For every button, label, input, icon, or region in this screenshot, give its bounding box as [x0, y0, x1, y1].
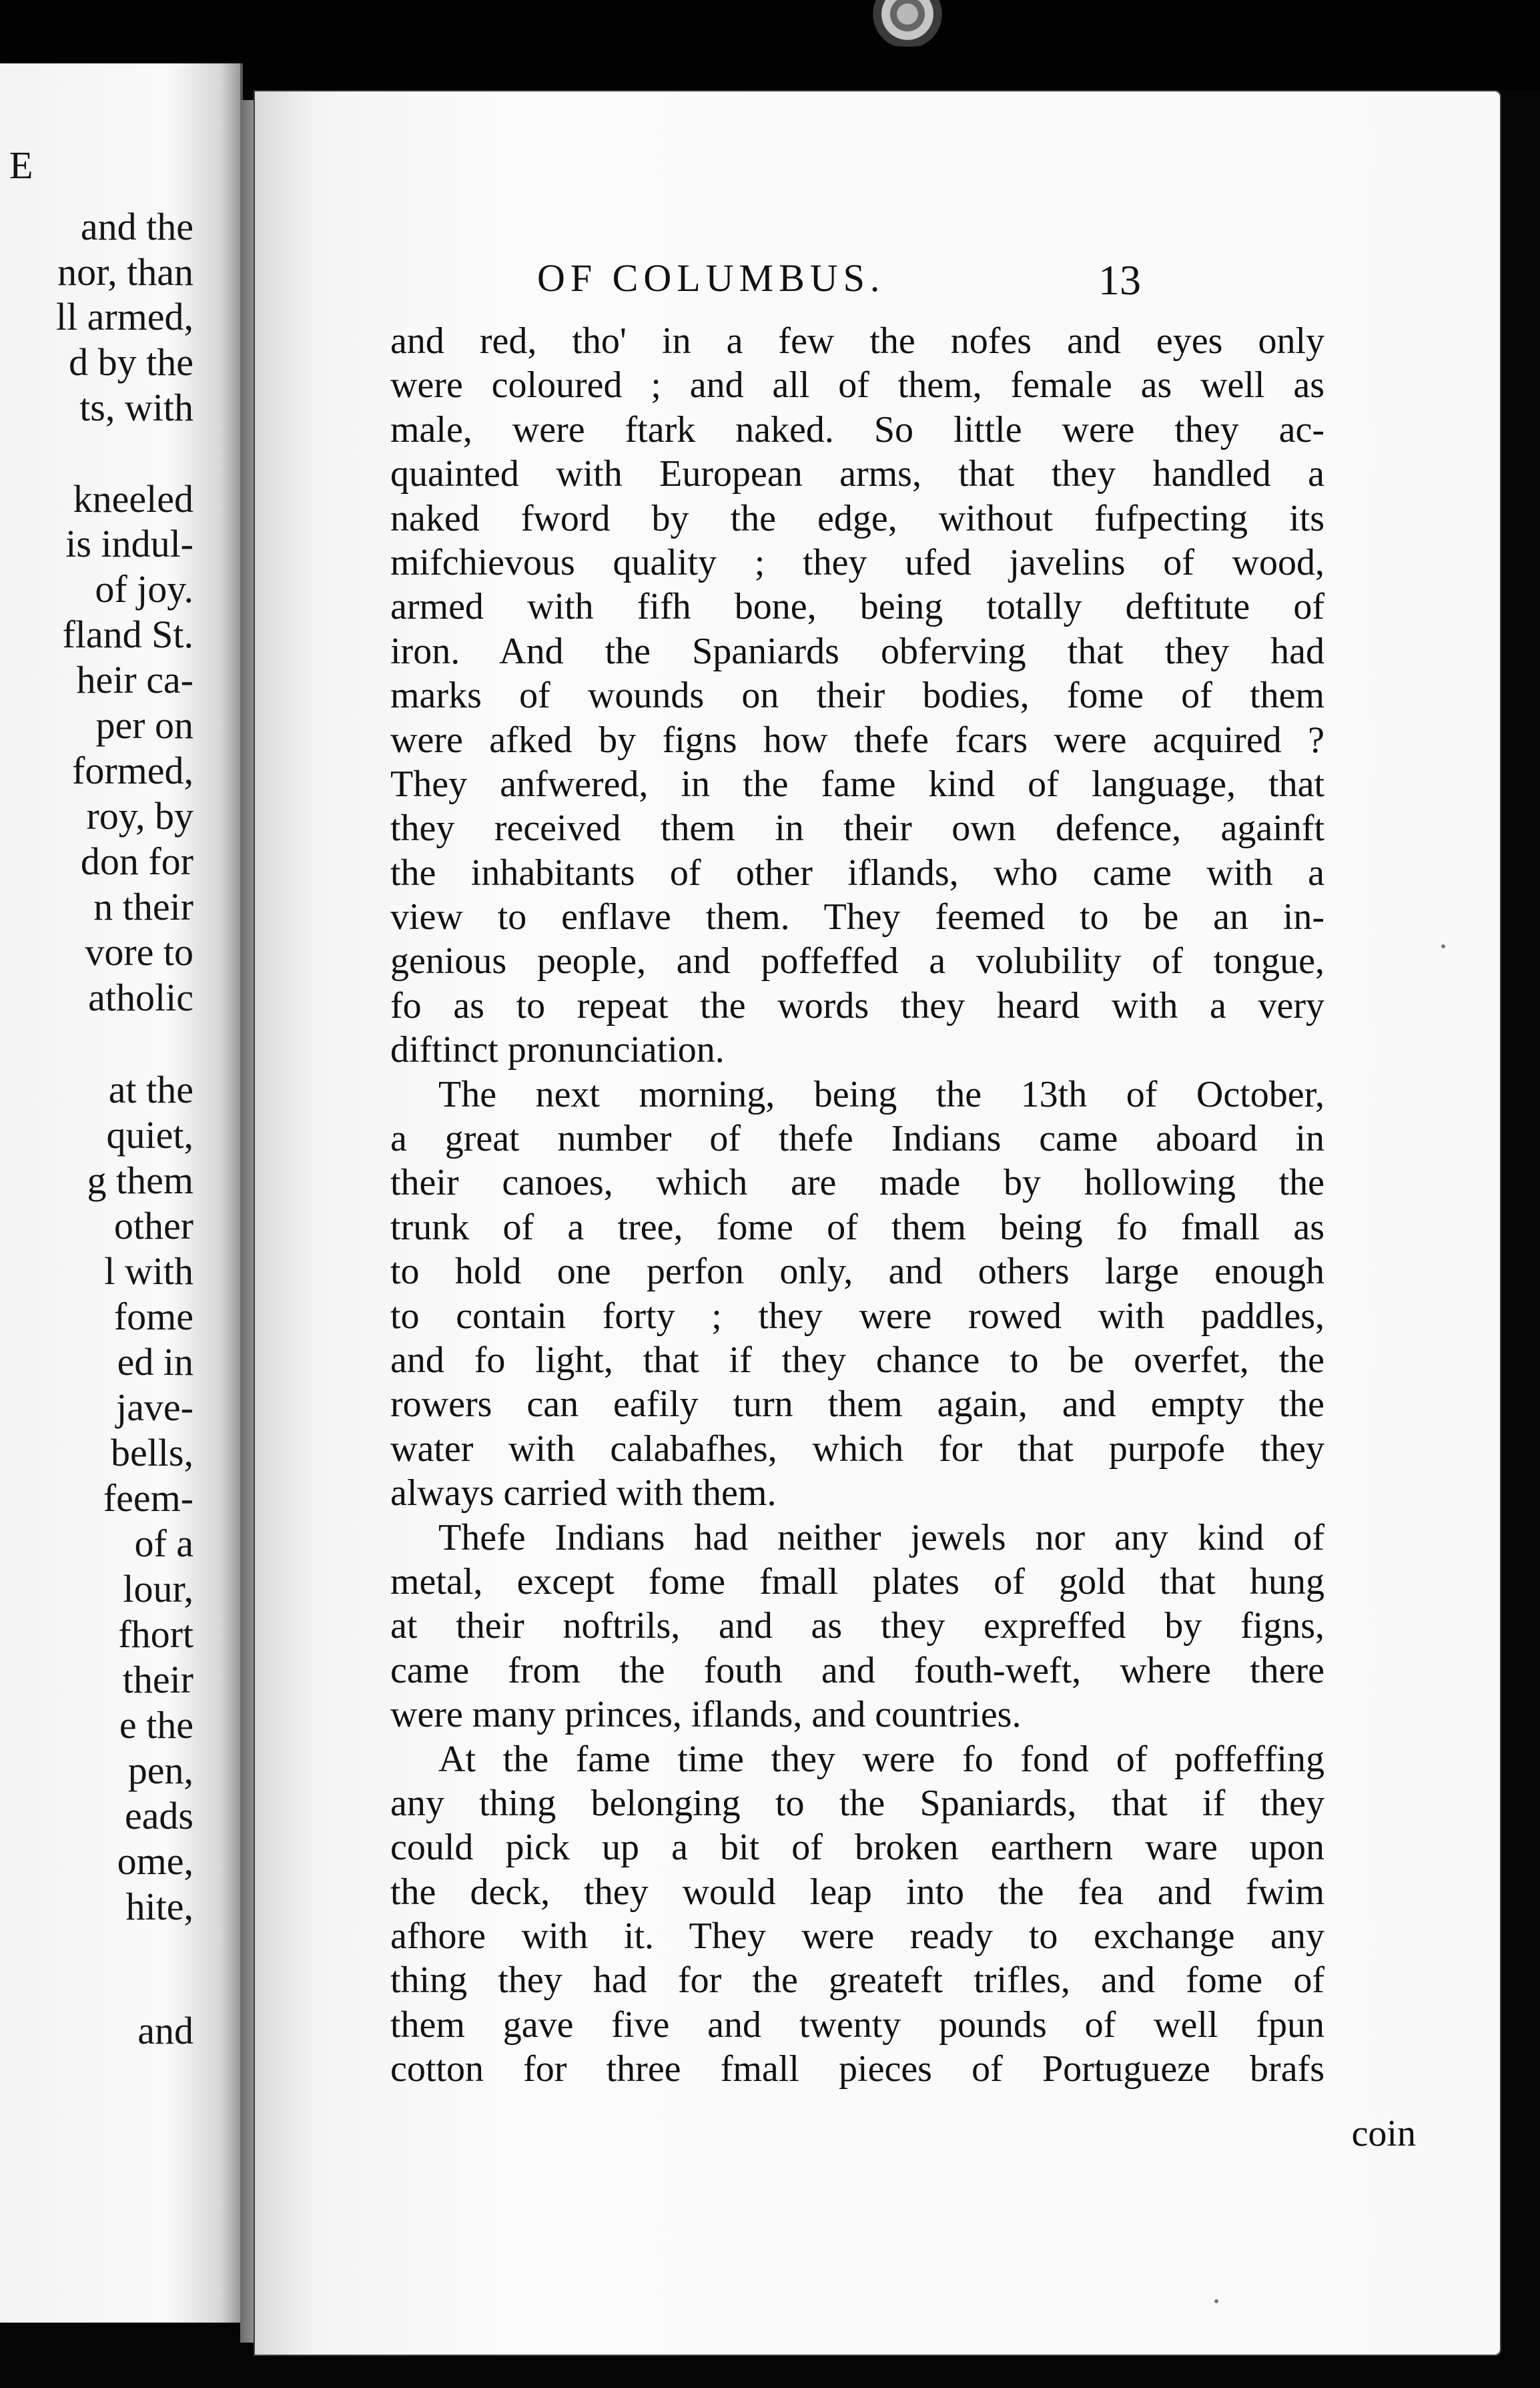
text-line: at their noftrils, and as they expreffed by figns, — [390, 1605, 1324, 1647]
text-line: At the fame time they were fo fond of poffeffing — [438, 1738, 1324, 1780]
left-page-line: per on — [95, 703, 194, 747]
text-line: the inhabitants of other iflands, who came with a — [390, 852, 1324, 894]
text-line: marks of wounds on their bodies, fome of them — [390, 675, 1324, 717]
text-line: armed with fifh bone, being totally deftitute of — [390, 586, 1324, 628]
left-page-line: and the — [80, 205, 194, 248]
left-page-line: nor, than — [57, 250, 194, 294]
text-line: genious people, and poffeffed a volubility of tongue, — [390, 940, 1324, 982]
paper-speck — [1214, 2299, 1218, 2303]
left-page-line: don for — [80, 840, 194, 883]
left-page-line: formed, — [72, 749, 194, 792]
text-line: male, were ftark naked. So little were they ac- — [390, 408, 1324, 451]
left-page-line: d by the — [69, 340, 194, 384]
left-page-line: other — [113, 1204, 194, 1247]
text-line: naked fword by the edge, without fufpecting its — [390, 497, 1324, 539]
left-page-line: atholic — [88, 976, 194, 1019]
text-line: fo as to repeat the words they heard with a very — [390, 984, 1324, 1026]
text-line: any thing belonging to the Spaniards, that if they — [390, 1782, 1324, 1824]
left-page-line: g them — [87, 1159, 194, 1202]
left-page-line: ed in — [117, 1340, 194, 1384]
left-page-line: kneeled — [73, 477, 194, 521]
body-text — [390, 319, 1324, 2092]
text-line: were afked by figns how thefe fcars were acquired ? — [390, 719, 1324, 761]
left-page-line: hite, — [125, 1885, 194, 1928]
text-line: diftinct pronunciation. — [390, 1029, 725, 1071]
left-page-line: fome — [113, 1295, 194, 1338]
left-page-line: ts, with — [79, 386, 194, 429]
text-line: their canoes, which are made by hollowing the — [390, 1162, 1324, 1204]
text-line: came from the fouth and fouth-weft, where there — [390, 1649, 1324, 1691]
left-page-line: quiet, — [106, 1113, 194, 1157]
text-line: and red, tho' in a few the nofes and eyes only — [390, 320, 1324, 362]
text-line: The next morning, being the 13th of October, — [438, 1073, 1324, 1115]
binding-ornament — [861, 0, 954, 47]
left-page-line: ll armed, — [55, 295, 194, 338]
left-page-line: of a — [134, 1522, 194, 1565]
left-page-fragment — [0, 63, 243, 2323]
text-line: were many princes, iflands, and countries. — [390, 1694, 1022, 1736]
text-line: to hold one perfon only, and others large enough — [390, 1251, 1324, 1293]
left-page-line: vore to — [85, 930, 194, 974]
text-line: thing they had for the greateft trifles, and fome of — [390, 1960, 1324, 2002]
text-line: cotton for three fmall pieces of Portugueze brafs — [390, 2048, 1324, 2090]
text-line: afhore with it. They were ready to exchange any — [390, 1915, 1324, 1958]
left-page-line: heir ca- — [76, 658, 194, 701]
text-line: the deck, they would leap into the fea and fwim — [390, 1871, 1324, 1913]
paper-speck — [1441, 944, 1445, 948]
left-page-line: eads — [124, 1794, 194, 1837]
left-page-line: e the — [119, 1703, 194, 1747]
left-page-line: at the — [108, 1068, 194, 1111]
running-head: OF COLUMBUS. — [537, 256, 885, 300]
text-line: to contain forty ; they were rowed with paddles, — [390, 1295, 1324, 1337]
text-line: They anfwered, in the fame kind of language, that — [390, 763, 1324, 805]
left-page-line: fland St. — [62, 613, 194, 656]
text-line: and fo light, that if they chance to be overfet, the — [390, 1339, 1324, 1381]
left-page-line: their — [122, 1658, 194, 1701]
page-header — [254, 256, 1141, 316]
text-line: mifchievous quality ; they ufed javelins of wood, — [390, 541, 1324, 583]
text-line: Thefe Indians had neither jewels nor any kind of — [438, 1516, 1324, 1558]
text-line: water with calabafhes, which for that purpofe they — [390, 1428, 1324, 1470]
text-line: iron. And the Spaniards obferving that they had — [390, 630, 1324, 672]
left-page-line: fhort — [118, 1612, 194, 1656]
text-line: quainted with European arms, that they handled a — [390, 453, 1324, 495]
left-page-line: lour, — [123, 1567, 194, 1610]
left-page-line: of joy. — [95, 567, 194, 611]
text-line: metal, except fome fmall plates of gold that hung — [390, 1560, 1324, 1602]
left-page-line: n their — [93, 885, 194, 928]
text-line: always carried with them. — [390, 1472, 777, 1514]
left-page-line: jave- — [116, 1386, 194, 1429]
text-line: they received them in their own defence, againft — [390, 808, 1324, 850]
left-page-line: and — [137, 2009, 194, 2052]
left-page-line: ome, — [117, 1839, 194, 1883]
right-page — [254, 90, 1501, 2356]
left-page-line: pen, — [127, 1749, 194, 1792]
text-line: trunk of a tree, fome of them being fo fmall as — [390, 1206, 1324, 1248]
catchword: coin — [1351, 2113, 1416, 2154]
left-page-line: feem- — [103, 1476, 194, 1520]
left-page-line: is indul- — [65, 522, 194, 565]
page-number: 13 — [1098, 256, 1141, 304]
left-page-line: E — [9, 143, 33, 187]
text-line: could pick up a bit of broken earthern ware upon — [390, 1827, 1324, 1869]
text-line: were coloured ; and all of them, female as well as — [390, 364, 1324, 406]
text-line: them gave five and twenty pounds of well fpun — [390, 2004, 1324, 2046]
left-page-line: roy, by — [86, 794, 194, 838]
left-page-line: bells, — [110, 1431, 194, 1474]
text-line: rowers can eafily turn them again, and empty the — [390, 1384, 1324, 1426]
text-line: a great number of thefe Indians came aboard in — [390, 1118, 1324, 1160]
left-page-line: l with — [104, 1249, 194, 1293]
text-line: view to enflave them. They feemed to be an in- — [390, 896, 1324, 938]
